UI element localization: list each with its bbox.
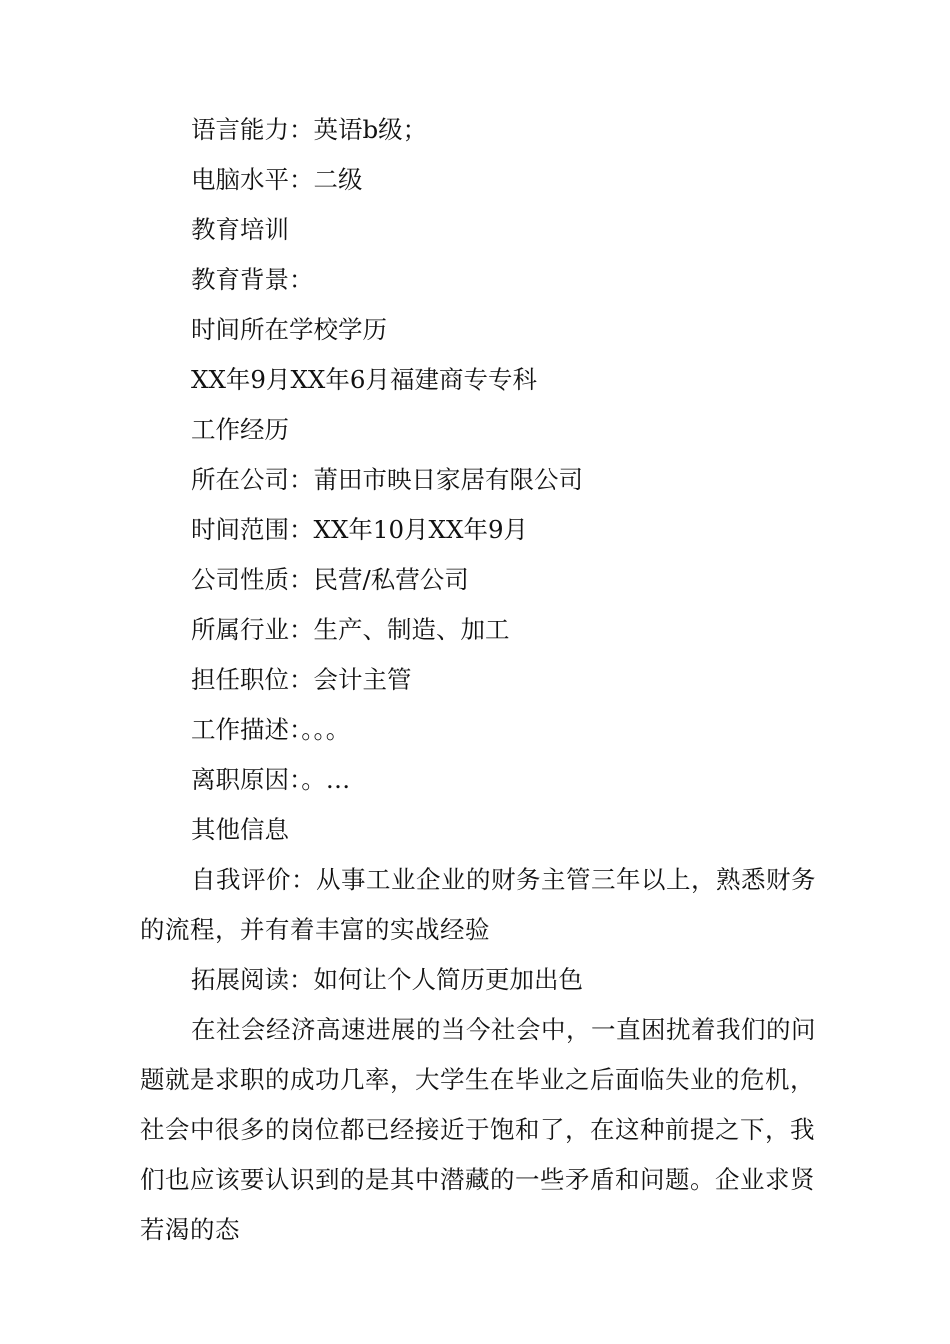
body-paragraph: 在社会经济高速进展的当今社会中，一直困扰着我们的问题就是求职的成功几率，大学生在毕业之后面临失业的危机，社会中很多的岗位都已经接近于饱和了，在这种前提之下，我们也应该要认识到的是其中潜藏的一些矛盾和问题。企业求贤若渴的态 <box>140 1015 816 1244</box>
computer-level-line: 电脑水平：二级 <box>191 165 363 194</box>
leaving-reason-line: 离职原因：。… <box>191 765 351 794</box>
job-description-line: 工作描述：。。。 <box>191 715 351 744</box>
time-range-line: 时间范围：XX年10月XX年9月 <box>191 515 529 544</box>
extended-reading-line: 拓展阅读：如何让个人简历更加出色 <box>191 965 583 994</box>
industry-line: 所属行业：生产、制造、加工 <box>191 615 510 644</box>
education-entry: XX年9月XX年6月福建商专专科 <box>191 365 537 394</box>
company-type-line: 公司性质：民营/私营公司 <box>191 565 469 594</box>
other-info-heading: 其他信息 <box>191 815 289 844</box>
position-line: 担任职位：会计主管 <box>191 665 412 694</box>
document-content <box>140 105 830 1255</box>
company-line: 所在公司：莆田市映日家居有限公司 <box>191 465 583 494</box>
education-training-heading: 教育培训 <box>191 215 289 244</box>
language-ability-line: 语言能力：英语b级； <box>191 115 428 144</box>
work-experience-heading: 工作经历 <box>191 415 289 444</box>
self-evaluation-paragraph: 自我评价：从事工业企业的财务主管三年以上，熟悉财务的流程，并有着丰富的实战经验 <box>140 865 816 944</box>
education-background-label: 教育背景： <box>191 265 314 294</box>
education-table-header: 时间所在学校学历 <box>191 315 387 344</box>
